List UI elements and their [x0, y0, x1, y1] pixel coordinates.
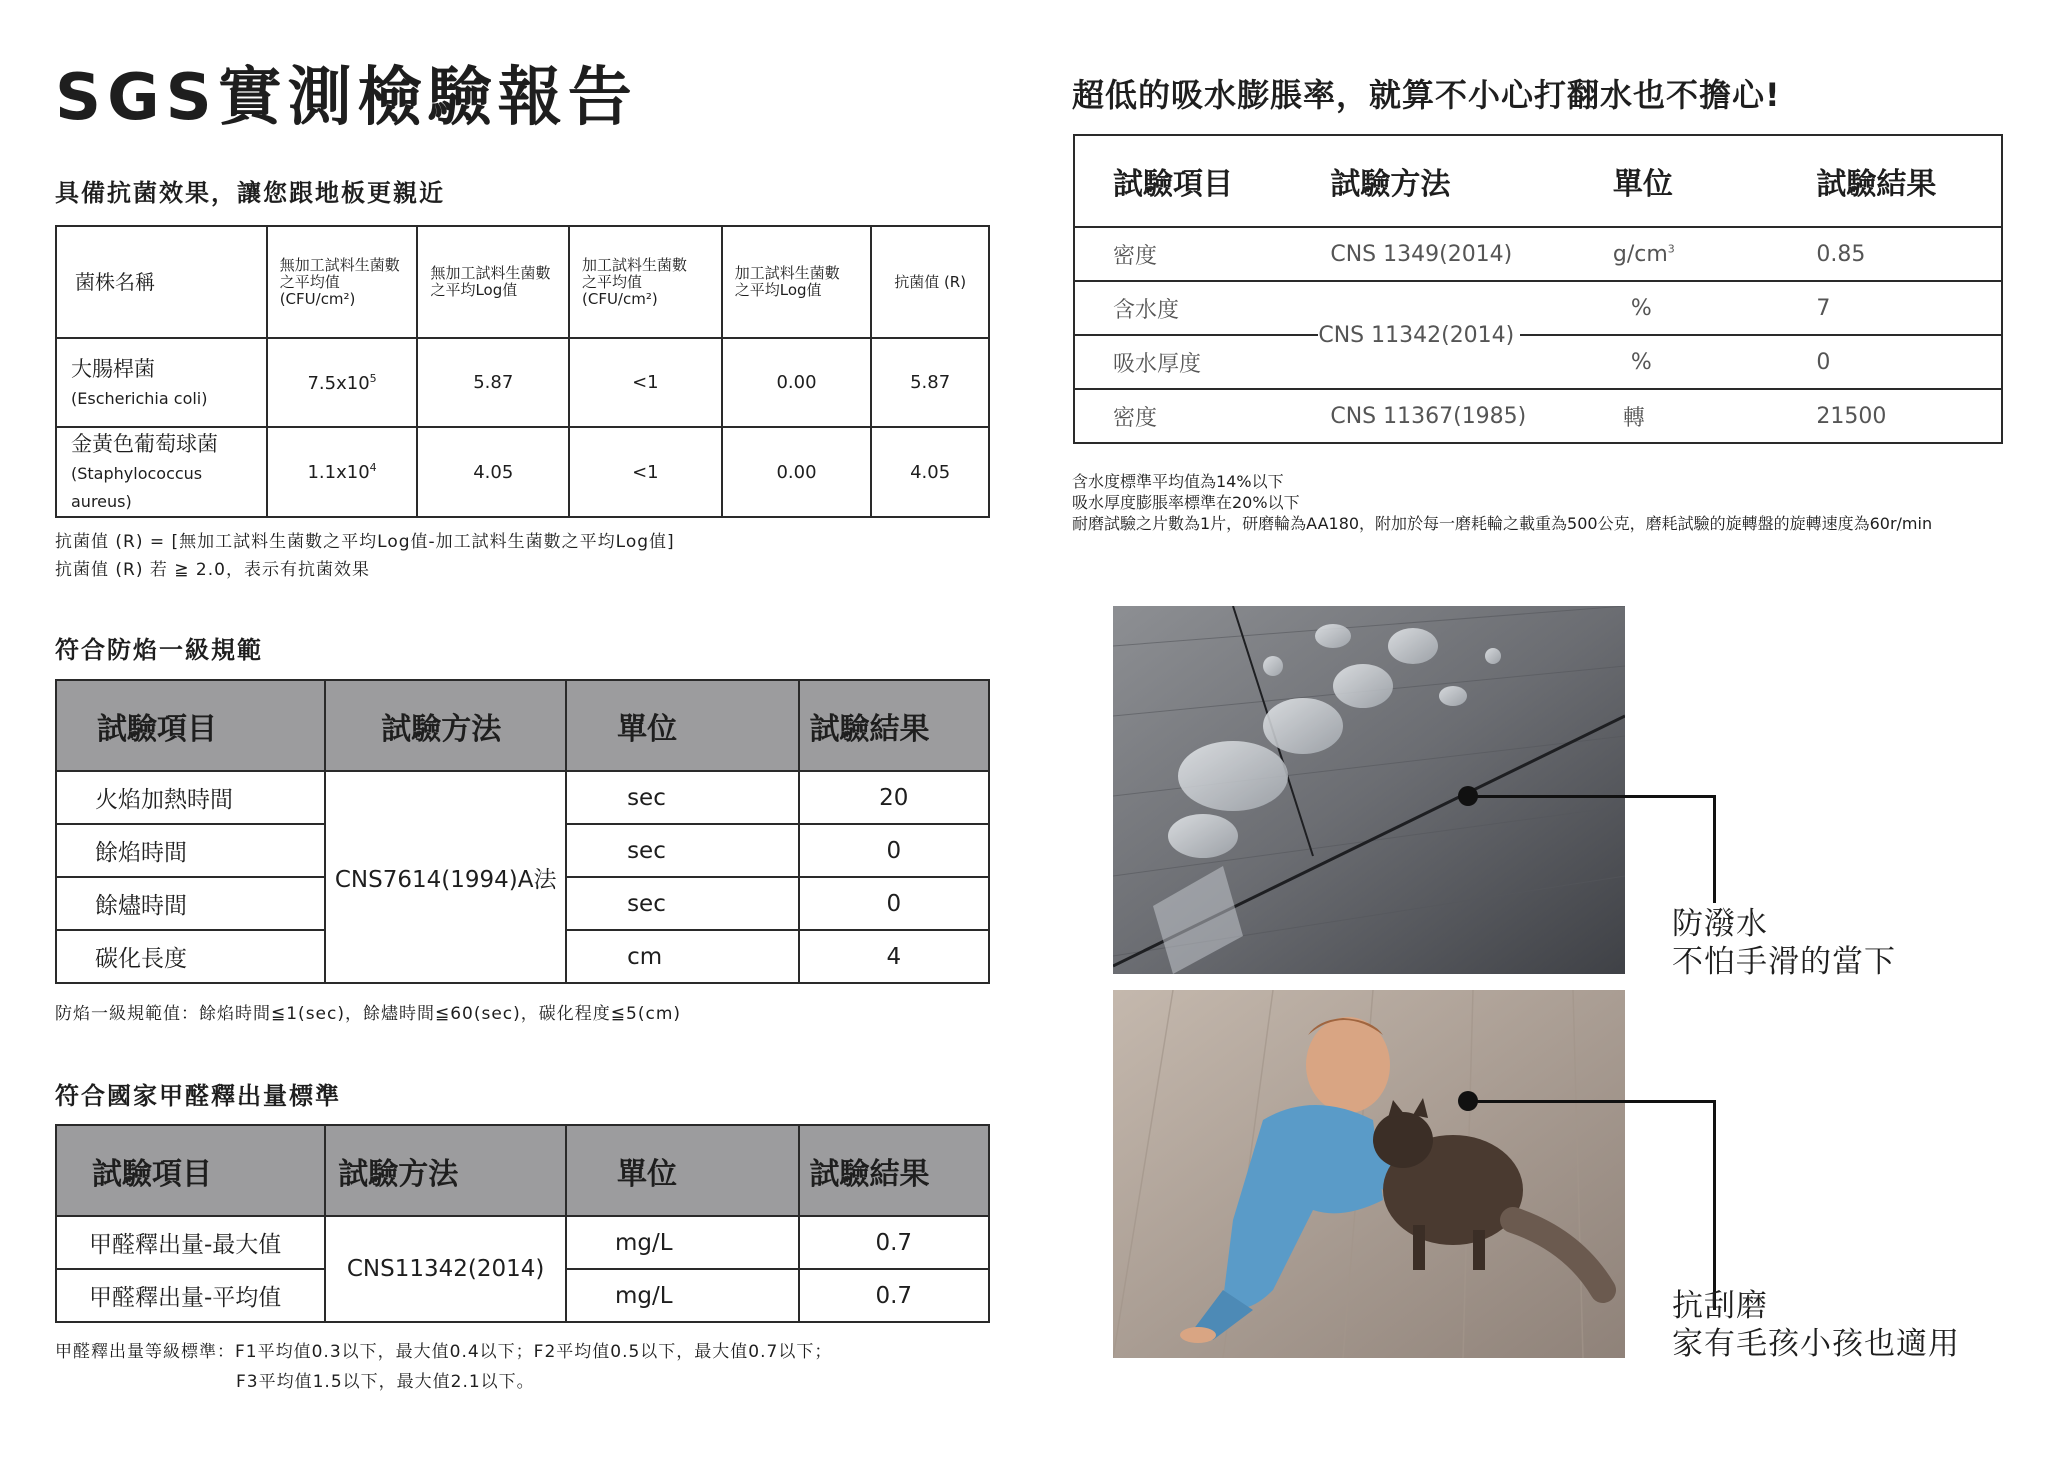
formaldehyde-heading: 符合國家甲醛釋出量標準 — [55, 1082, 341, 1110]
water-note-2: 吸水厚度膨脹率標準在20%以下 — [1072, 493, 1300, 512]
item-cell: 甲醛釋出量-平均值 — [56, 1269, 325, 1322]
callout-line-water-vertical — [1713, 795, 1716, 903]
result-cell: 0 — [799, 824, 989, 877]
r-value-cell: 4.05 — [871, 427, 989, 517]
header-method: 試驗方法 — [325, 680, 566, 771]
result-cell: 0.85 — [1804, 227, 2002, 281]
flame-header-row — [56, 680, 989, 771]
table-row — [56, 427, 989, 517]
untreated-log-cell: 4.05 — [417, 427, 569, 517]
table-row — [56, 338, 989, 427]
unit-cell: mg/L — [566, 1216, 799, 1269]
antibacterial-heading: 具備抗菌效果，讓您跟地板更親近 — [55, 179, 445, 207]
method-cell: CNS11342(2014) — [325, 1216, 566, 1322]
header-unit: 單位 — [1593, 135, 1805, 227]
item-cell: 火焰加熱時間 — [56, 771, 325, 824]
treated-avg-cell: <1 — [569, 338, 722, 427]
water-headline: 超低的吸水膨脹率，就算不小心打翻水也不擔心! — [1072, 76, 1781, 114]
flame-table — [55, 679, 990, 984]
table-row — [1074, 389, 2002, 443]
result-cell: 0.7 — [799, 1216, 989, 1269]
unit-cell: 轉 — [1593, 389, 1805, 443]
item-cell: 密度 — [1074, 389, 1318, 443]
strain-cell: 金黃色葡萄球菌 (Staphylococcus aureus) — [56, 427, 267, 517]
table-row — [1074, 227, 2002, 281]
callout-water-title: 防潑水 — [1672, 906, 1768, 942]
method-cell: CNS 11342(2014) — [1318, 281, 1593, 389]
antibacterial-header-row — [56, 226, 989, 338]
method-cell: CNS 11367(1985) — [1318, 389, 1593, 443]
water-table — [1073, 134, 2003, 444]
flame-heading: 符合防焰一級規範 — [55, 636, 263, 664]
water-splash-photo — [1113, 606, 1625, 974]
formaldehyde-note-2: F3平均值1.5以下，最大值2.1以下。 — [236, 1372, 535, 1392]
strain-cell: 大腸桿菌 (Escherichia coli) — [56, 338, 267, 427]
header-result: 試驗結果 — [1804, 135, 2002, 227]
treated-log-cell: 0.00 — [722, 427, 872, 517]
table-row — [1074, 281, 2002, 335]
table-row — [56, 1216, 989, 1269]
unit-cell: mg/L — [566, 1269, 799, 1322]
header-method: 試驗方法 — [325, 1125, 566, 1216]
header-item: 試驗項目 — [56, 680, 325, 771]
callout-line-water — [1468, 795, 1716, 798]
result-cell: 0.7 — [799, 1269, 989, 1322]
treated-avg-cell: <1 — [569, 427, 722, 517]
header-unit: 單位 — [566, 1125, 799, 1216]
result-cell: 20 — [799, 771, 989, 824]
baby-cat-illustration — [1113, 990, 1625, 1358]
callout-scratch-title: 抗刮磨 — [1672, 1288, 1768, 1324]
unit-cell: sec — [566, 771, 798, 824]
header-unit: 單位 — [566, 680, 798, 771]
result-cell: 0 — [799, 877, 989, 930]
untreated-avg-cell: $1.1x10^4$ — [267, 427, 418, 517]
callout-water-subtitle: 不怕手滑的當下 — [1672, 944, 1896, 980]
formaldehyde-table — [55, 1124, 990, 1323]
result-cell: 4 — [799, 930, 989, 983]
header-untreated-log: 無加工試料生菌數 之平均Log值 — [417, 226, 569, 338]
method-cell: CNS 1349(2014) — [1318, 227, 1593, 281]
header-untreated-avg: 無加工試料生菌數 之平均值 (CFU/cm²) — [267, 226, 418, 338]
item-cell: 密度 — [1074, 227, 1318, 281]
result-cell: 7 — [1804, 281, 2002, 335]
callout-scratch-subtitle: 家有毛孩小孩也適用 — [1672, 1326, 1960, 1362]
untreated-log-cell: 5.87 — [417, 338, 569, 427]
antibacterial-note-formula: 抗菌值 (R) = [無加工試料生菌數之平均Log值-加工試料生菌數之平均Log值] — [55, 532, 675, 552]
unit-cell: % — [1593, 281, 1805, 335]
header-treated-avg: 加工試料生菌數 之平均值 (CFU/cm²) — [569, 226, 722, 338]
water-splash-illustration — [1113, 606, 1625, 974]
baby-cat-photo — [1113, 990, 1625, 1358]
water-note-1: 含水度標準平均值為14%以下 — [1072, 472, 1284, 491]
header-result: 試驗結果 — [799, 1125, 989, 1216]
header-treated-log: 加工試料生菌數 之平均Log值 — [722, 226, 872, 338]
item-cell: 吸水厚度 — [1074, 335, 1318, 389]
header-result: 試驗結果 — [799, 680, 989, 771]
formaldehyde-note-1: 甲醛釋出量等級標準：F1平均值0.3以下，最大值0.4以下；F2平均值0.5以下，最大值0.7以下； — [55, 1342, 833, 1362]
header-r-value: 抗菌值 (R) — [871, 226, 989, 338]
item-cell: 含水度 — [1074, 281, 1318, 335]
unit-cell: sec — [566, 877, 798, 930]
method-cell: CNS7614(1994)A法 — [325, 771, 566, 983]
table-row — [56, 771, 989, 824]
flame-note: 防焰一級規範值：餘焰時間≦1(sec)，餘燼時間≦60(sec)，碳化程度≦5(cm) — [55, 1004, 682, 1024]
antibacterial-table — [55, 225, 990, 518]
unit-cell: % — [1593, 335, 1805, 389]
result-cell: 21500 — [1804, 389, 2002, 443]
water-note-3: 耐磨試驗之片數為1片，研磨輪為AA180，附加於每一磨耗輪之載重為500公克，磨耗試驗的旋轉盤的旋轉速度為60r/min — [1072, 514, 1933, 533]
item-cell: 碳化長度 — [56, 930, 325, 983]
untreated-avg-cell: $7.5x10^5$ — [267, 338, 418, 427]
page-title: SGS實測檢驗報告 — [55, 61, 638, 135]
unit-cell: sec — [566, 824, 798, 877]
header-strain: 菌株名稱 — [56, 226, 267, 338]
unit-cell: $g/cm^3$ — [1593, 227, 1805, 281]
item-cell: 餘燼時間 — [56, 877, 325, 930]
result-cell: 0 — [1804, 335, 2002, 389]
item-cell: 甲醛釋出量-最大值 — [56, 1216, 325, 1269]
r-value-cell: 5.87 — [871, 338, 989, 427]
formaldehyde-header-row — [56, 1125, 989, 1216]
header-method: 試驗方法 — [1318, 135, 1593, 227]
water-header-row — [1074, 135, 2002, 227]
header-item: 試驗項目 — [56, 1125, 325, 1216]
callout-line-scratch — [1468, 1100, 1716, 1103]
header-item: 試驗項目 — [1074, 135, 1318, 227]
item-cell: 餘焰時間 — [56, 824, 325, 877]
antibacterial-note-threshold: 抗菌值 (R) 若 ≧ 2.0，表示有抗菌效果 — [55, 560, 370, 580]
unit-cell: cm — [566, 930, 798, 983]
callout-line-scratch-vertical — [1713, 1100, 1716, 1310]
treated-log-cell: 0.00 — [722, 338, 872, 427]
